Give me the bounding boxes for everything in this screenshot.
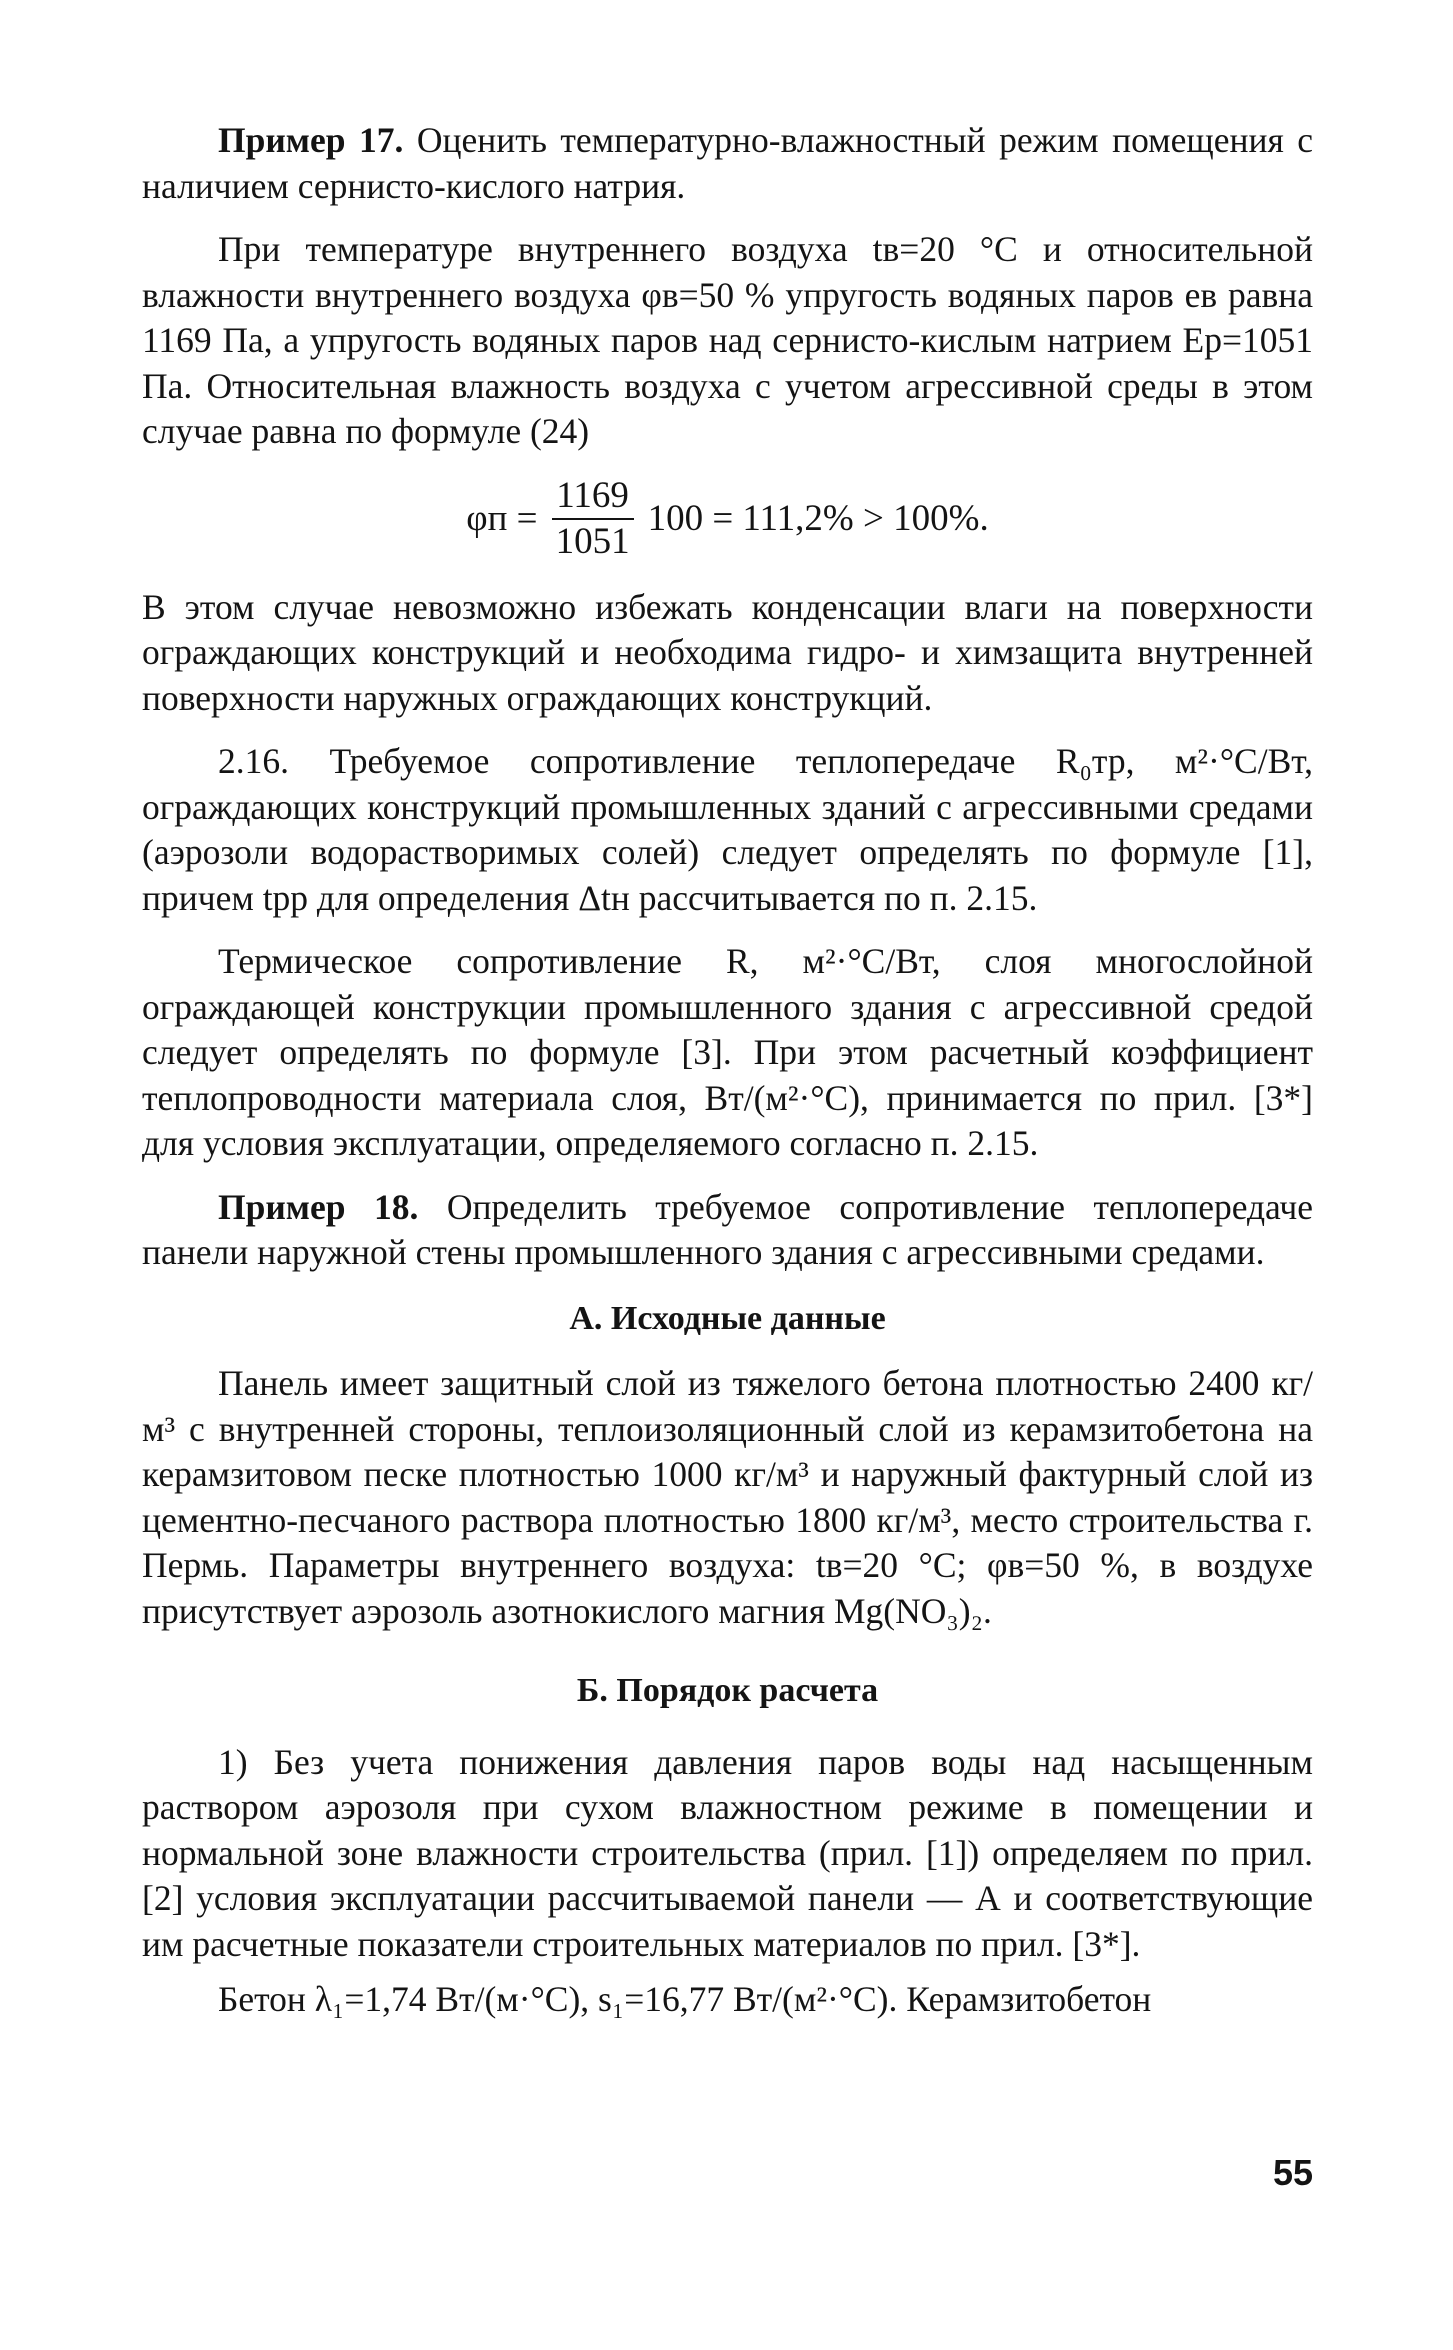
example-17-paragraph bbox=[142, 118, 1313, 209]
thermal-resistance-paragraph: Термическое сопротивление R, м²·°С/Вт, слоя многослойной ограждающей конструкции промышленного здания с агрессивной средой следует определять по формуле [3]. При этом расчетный коэффициент теплопроводности материала слоя, Вт/(м²·°С), принимается по прил. [3*] для условия эксплуатации, определяемого согласно п. 2.15. bbox=[142, 941, 1313, 1163]
concrete-values-paragraph: Бетон λ₁=1,74 Вт/(м·°С), s₁=16,77 Вт/(м²·°С). Керамзитобетон bbox=[218, 1979, 1152, 2019]
example-18-paragraph bbox=[142, 1185, 1313, 1276]
heading-calculation-order: Б. Порядок расчета bbox=[576, 1672, 879, 1709]
example-17-text: Оценить температурно-влажностный режим помещения с наличием сернисто-кислого натрия. bbox=[142, 120, 1314, 206]
page-body bbox=[142, 118, 1313, 2023]
formula-fraction bbox=[552, 474, 634, 564]
example-18-text: Определить требуемое сопротивление теплопередаче панели наружной стены промышленного здания с агрессивными средами. bbox=[142, 1186, 1313, 1272]
page-number: 55 bbox=[1272, 2152, 1313, 2193]
section-2-16-paragraph: 2.16. Требуемое сопротивление теплопередаче R₀тр, м²·°С/Вт, ограждающих конструкций промышленных зданий с агрессивными средами (аэрозоли водорастворимых солей) следует определять по формуле [1], причем tрр для определения Δtн рассчитывается по п. 2.15. bbox=[142, 741, 1313, 918]
step-1-paragraph: 1) Без учета понижения давления паров воды над насыщенным раствором аэрозоля при сухом влажностном режиме в помещении и нормальной зоне влажности строительства (прил. [1]) определяем по прил. [2] условия эксплуатации рассчитываемой панели — А и соответствующие им расчетные показатели строительных материалов по прил. [3*]. bbox=[142, 1741, 1313, 1964]
heading-initial-data: А. Исходные данные bbox=[569, 1299, 886, 1337]
example-17-label: Пример 17. bbox=[218, 120, 404, 160]
formula-denominator: 1051 bbox=[552, 518, 634, 564]
formula-rhs: 100 = 111,2% > 100%. bbox=[647, 497, 989, 539]
formula-numerator: 1169 bbox=[556, 474, 629, 516]
example-18-label: Пример 18. bbox=[218, 1186, 419, 1227]
humidity-formula bbox=[142, 461, 1313, 577]
panel-description-paragraph: Панель имеет защитный слой из тяжелого бетона плотностью 2400 кг/м³ с внутренней стороны, теплоизоляционный слой из керамзитобетона на керамзитовом песке плотностью 1000 кг/м³ и наружный фактурный слой из цементно-песчаного раствора плотностью 1800 кг/м³, место строительства г. Пермь. Параметры внутреннего воздуха: tв=20 °С; φв=50 %, в воздухе присутствует аэрозоль азотнокислого магния Mg(NO₃)₂. bbox=[142, 1363, 1313, 1631]
formula-lhs: φп = bbox=[466, 497, 538, 539]
conditions-paragraph: При температуре внутреннего воздуха tв=20 °С и относительной влажности внутреннего воздуха φв=50 % упругость водяных паров eв равна 1169 Па, а упругость водяных паров над сернисто-кислым натрием Eр=1051 Па. Относительная влажность воздуха с учетом агрессивной среды в этом случае равна по формуле (24) bbox=[142, 229, 1313, 451]
condensation-paragraph: В этом случае невозможно избежать конденсации влаги на поверхности ограждающих конструкций и необходима гидро- и химзащита внутренней поверхности наружных ограждающих конструкций. bbox=[142, 586, 1313, 718]
